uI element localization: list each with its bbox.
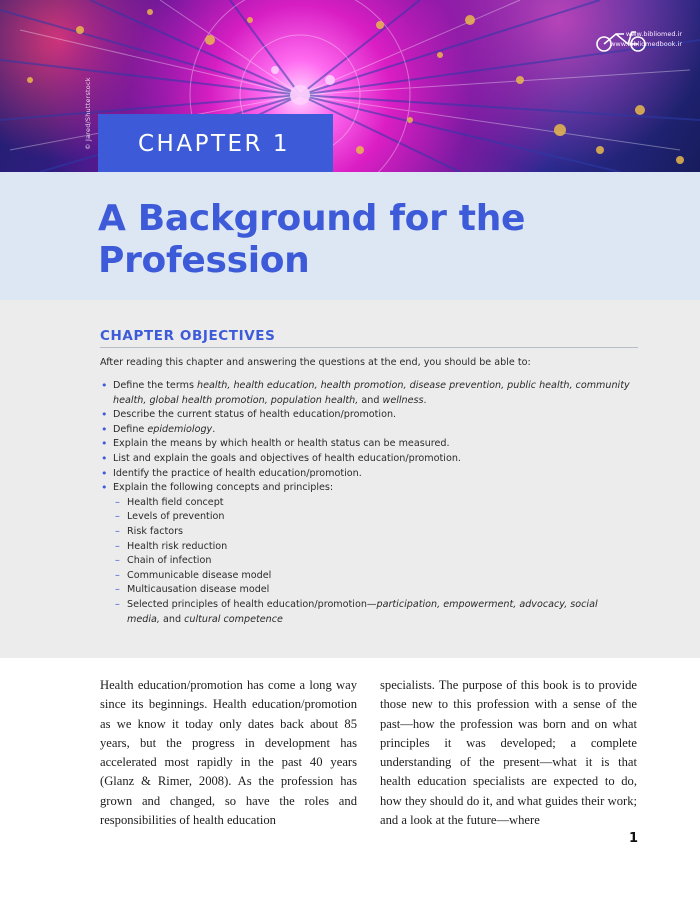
watermark-url-1: www.bibliomed.ir — [625, 30, 682, 38]
sub-item: – Multicausation disease model — [113, 583, 630, 598]
objective-text: Describe the current status of health education/promotion. — [113, 409, 397, 421]
objective-item — [100, 452, 630, 467]
objective-text: . — [212, 423, 216, 435]
objective-terms: health, health education, health promotion, disease prevention, public health, community health, global health promotion, population health, — [113, 380, 630, 406]
objective-item — [100, 481, 630, 627]
objectives-heading: CHAPTER OBJECTIVES — [100, 328, 276, 344]
objective-text: Define — [113, 423, 148, 435]
objective-text: Explain the following concepts and principles: — [113, 482, 334, 494]
sub-item: – Chain of infection — [113, 554, 630, 569]
sub-item: – Health risk reduction — [113, 540, 630, 555]
objectives-divider — [100, 347, 638, 348]
objective-term: epidemiology — [147, 423, 213, 435]
chapter-label: CHAPTER 1 — [138, 131, 290, 157]
objective-text: Define the terms — [113, 380, 197, 391]
objective-text: and — [358, 394, 383, 406]
objective-text: Explain the means by which health or health status can be measured. — [113, 438, 450, 450]
chapter-label-box — [98, 114, 333, 172]
objective-item — [100, 437, 630, 452]
sub-item-term: cultural competence — [184, 613, 283, 625]
sub-item: – Communicable disease model — [113, 569, 630, 584]
chapter-title: A Background for the Profession — [98, 198, 526, 281]
objectives-list — [100, 379, 630, 627]
sub-item-terms: participation, empowerment, advocacy, social media, — [127, 598, 598, 625]
title-band — [0, 172, 700, 300]
photo-credit: © Jared/Shutterstock — [84, 77, 92, 150]
sub-item-text: Selected principles of health education/promotion— — [127, 598, 377, 610]
objectives-intro: After reading this chapter and answering the questions at the end, you should be able to: — [100, 357, 531, 368]
objective-text: . — [423, 394, 427, 406]
objective-text: Identify the practice of health education/promotion. — [113, 467, 362, 479]
concepts-sublist — [113, 496, 630, 627]
sub-item: – Risk factors — [113, 525, 630, 540]
chapter-banner-image — [0, 0, 700, 172]
objective-term: wellness — [382, 394, 424, 406]
objective-item — [100, 379, 630, 408]
bicycle-logo-icon — [592, 28, 652, 52]
sub-item: – Levels of prevention — [113, 510, 630, 525]
objective-item — [100, 408, 630, 423]
body-column-left: Health education/promotion has come a long way since its beginnings. Health education/promotion as we know it today only dates back about 85 years, but the progress in development has accelerated most rapidly in the past 40 years (Glanz & Rimer, 2008). As the profession has grown and changed, so have the roles and responsibilities of health education — [100, 678, 357, 828]
chapter-objectives-box — [0, 300, 700, 658]
sub-item: – Health field concept — [113, 496, 630, 511]
body-column-right: specialists. The purpose of this book is to provide those new to this profession with a sense of the past—how the profession was born and on what principles it was developed; a complete understanding of the present—what it is that health education specialists are expected to do, how they should do it, and what guides their work; and a look at the future—where — [380, 678, 637, 828]
watermark-url-2: www.bibliomedbook.ir — [610, 40, 682, 48]
objective-item — [100, 423, 630, 438]
watermark — [592, 28, 682, 48]
page-number: 1 — [629, 831, 639, 846]
sub-item-text: and — [159, 613, 185, 625]
objective-item — [100, 467, 630, 482]
objective-text: List and explain the goals and objectives of health education/promotion. — [113, 452, 461, 464]
sub-item — [113, 598, 630, 627]
